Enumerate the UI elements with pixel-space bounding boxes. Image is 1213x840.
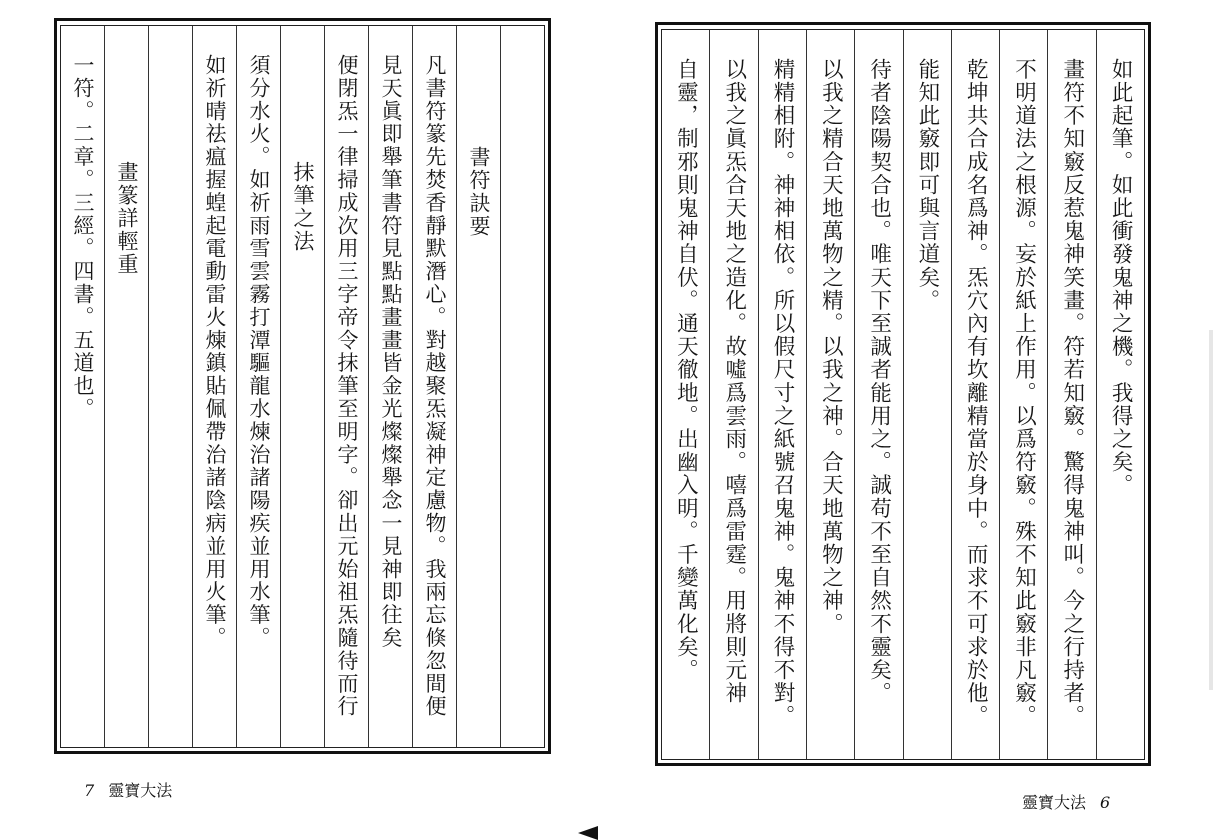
left-column-9 — [148, 26, 192, 747]
left-page-footer — [70, 778, 172, 801]
left-heading-mo-bi-zhi-fa: 抹筆之法 — [280, 26, 324, 747]
right-column-1: 如此起筆。如此衝發鬼神之機。我得之矣。 — [1096, 30, 1144, 759]
left-page-columns — [60, 25, 545, 748]
scan-edge — [1209, 330, 1213, 690]
right-column-4: 乾坤共合成名爲神。炁穴內有坎離精當於身中。而求不可求於他。 — [951, 30, 999, 759]
right-column-9: 以我之眞炁合天地之造化。故噓爲雲雨。嘻爲雷霆。用將則元神 — [709, 30, 757, 759]
right-column-6: 待者陰陽契合也。唯天下至誠者能用之。誠苟不至自然不靈矣。 — [854, 30, 902, 759]
left-heading-shu-fu-jue-yao: 書符訣要 — [456, 26, 500, 747]
right-column-8: 精精相附。神神相依。所以假尺寸之紙號召鬼神。鬼神不得不對。 — [758, 30, 806, 759]
right-page-number: 6 — [1100, 793, 1111, 812]
left-column-3: 凡書符篆先焚香靜默潛心。對越聚炁凝神定慮物。我兩忘倏忽間便 — [412, 26, 456, 747]
left-heading-hua-zhuan: 畫篆詳輕重 — [104, 26, 148, 747]
left-column-1 — [500, 26, 544, 747]
chevron-left-icon — [578, 826, 598, 840]
left-page-frame — [54, 18, 551, 754]
left-page-running-title: 靈寶大法 — [108, 781, 173, 800]
left-column-5: 便閉炁一律掃成次用三字帝令抹筆至明字。卻出元始祖炁隨待而行 — [324, 26, 368, 747]
left-page-number: 7 — [84, 781, 95, 800]
right-column-5: 能知此竅即可與言道矣。 — [903, 30, 951, 759]
left-column-7: 須分水火。如祈雨雪雲霧打潭驅龍水煉治諸陽疾並用水筆。 — [236, 26, 280, 747]
right-column-7: 以我之精合天地萬物之精。以我之神。合天地萬物之神。 — [806, 30, 854, 759]
right-column-2: 畫符不知竅反惹鬼神笑畫。符若知竅。驚得鬼神叫。今之行持者。 — [1047, 30, 1095, 759]
right-column-3: 不明道法之根源。妄於紙上作用。以爲符竅。殊不知此竅非凡竅。 — [999, 30, 1047, 759]
right-column-10: 自靈，制邪則鬼神自伏。通天徹地。出幽入明。千變萬化矣。 — [673, 58, 699, 682]
right-page-frame — [655, 22, 1151, 766]
left-column-8: 如祈晴祛瘟握蝗起電動雷火煉鎮貼佩帶治諸陰病並用火筆。 — [192, 26, 236, 747]
left-column-4: 見天眞即舉筆書符見點點畫畫皆金光燦燦舉念一見神即往矣 — [368, 26, 412, 747]
right-page-columns — [661, 29, 1145, 760]
right-page-running-title: 靈寶大法 — [1022, 793, 1087, 812]
right-page-footer — [1022, 790, 1124, 813]
left-column-11: 一符。二章。三經。四書。五道也。 — [71, 54, 95, 421]
